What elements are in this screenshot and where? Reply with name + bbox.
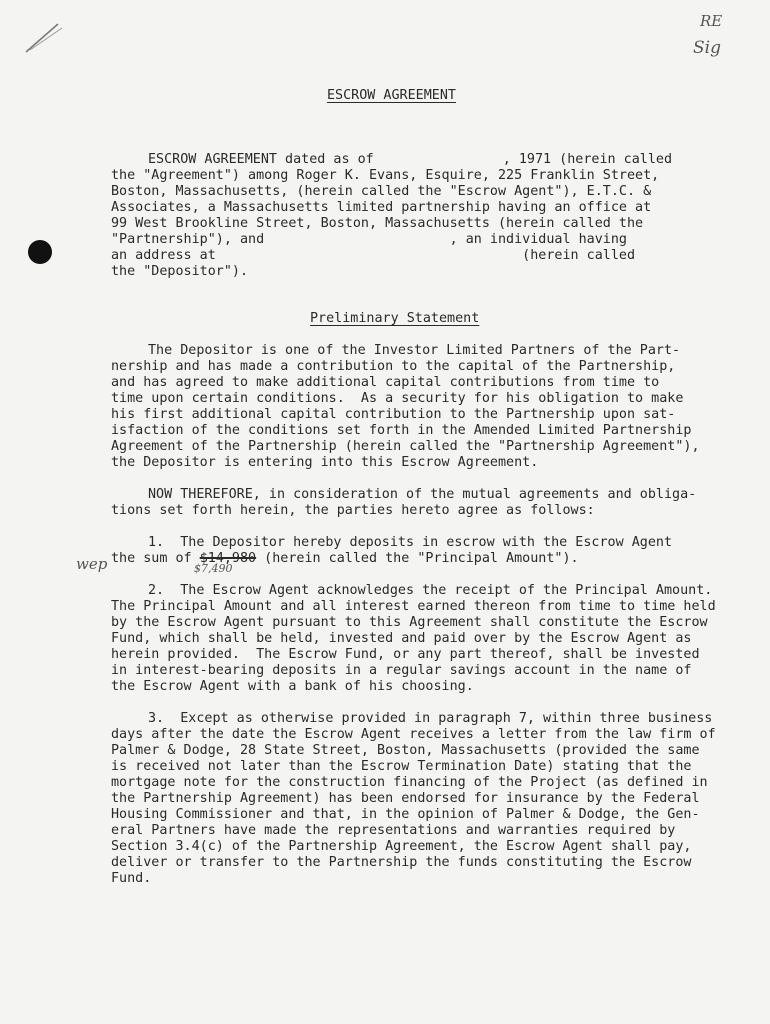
now-therefore-line: tions set forth herein, the parties hereto agree as follows: — [111, 503, 595, 518]
clause-3-line: deliver or transfer to the Partnership the funds constituting the Escrow — [111, 855, 692, 870]
clause-1-suffix: (herein called the "Principal Amount"). — [256, 551, 579, 566]
clause-3-line: Housing Commissioner and that, in the opinion of Palmer & Dodge, the Gen- — [111, 807, 700, 822]
clause-2-line: herein provided. The Escrow Fund, or any part thereof, shall be invested — [111, 647, 700, 662]
preliminary-line: Agreement of the Partnership (herein called the "Partnership Agreement"), — [111, 439, 700, 454]
preliminary-line: the Depositor is entering into this Escrow Agreement. — [111, 455, 539, 470]
clause-1-prefix: the sum of — [111, 551, 200, 566]
clause-2-line: the Escrow Agent with a bank of his choosing. — [111, 679, 474, 694]
clause-3-line: Fund. — [111, 871, 152, 886]
clause-2-line: by the Escrow Agent pursuant to this Agreement shall constitute the Escrow — [111, 615, 708, 630]
intro-line: Boston, Massachusetts, (herein called the "Escrow Agent"), E.T.C. & — [111, 184, 652, 199]
struck-amount: $14,980 — [199, 551, 257, 566]
clause-3-line: mortgage note for the construction financing of the Project (as defined in — [111, 775, 708, 790]
corner-mark — [18, 10, 78, 70]
clause-2-line: Fund, which shall be held, invested and paid over by the Escrow Agent as — [111, 631, 692, 646]
clause-1-line: 1. The Depositor hereby deposits in escrow with the Escrow Agent — [148, 535, 673, 550]
clause-2-line: The Principal Amount and all interest earned thereon from time to time held — [111, 599, 716, 614]
clause-2-line: 2. The Escrow Agent acknowledges the receipt of the Principal Amount. — [148, 583, 713, 598]
clause-3-line: the Partnership Agreement) has been endorsed for insurance by the Federal — [111, 791, 700, 806]
preliminary-line: and has agreed to make additional capital contributions from time to — [111, 375, 660, 390]
intro-line: Associates, a Massachusetts limited partnership having an office at — [111, 200, 652, 215]
document-title: ESCROW AGREEMENT — [327, 88, 456, 103]
now-therefore-line: NOW THEREFORE, in consideration of the mutual agreements and obliga- — [148, 487, 697, 502]
clause-2-line: in interest-bearing deposits in a regular savings account in the name of — [111, 663, 692, 678]
punch-hole — [28, 240, 52, 264]
handwritten-initials: wep — [76, 555, 108, 573]
clause-1-line — [111, 551, 579, 567]
preliminary-line: his first additional capital contribution to the Partnership upon sat- — [111, 407, 676, 422]
clause-3-line: 3. Except as otherwise provided in paragraph 7, within three business — [148, 711, 713, 726]
intro-line: the "Depositor"). — [111, 264, 249, 279]
preliminary-line: The Depositor is one of the Investor Limited Partners of the Part- — [148, 343, 681, 358]
preliminary-line: isfaction of the conditions set forth in the Amended Limited Partnership — [111, 423, 692, 438]
preliminary-line: nership and has made a contribution to the capital of the Partnership, — [111, 359, 676, 374]
handwritten-note-re: RE — [700, 12, 723, 30]
clause-3-line: eral Partners have made the representations and warranties required by — [111, 823, 676, 838]
intro-line: the "Agreement") among Roger K. Evans, Esquire, 225 Franklin Street, — [111, 168, 660, 183]
section-heading: Preliminary Statement — [310, 311, 480, 326]
handwritten-amount-correction: $7,490 — [194, 562, 233, 575]
clause-3-line: is received not later than the Escrow Termination Date) stating that the — [111, 759, 692, 774]
intro-line: "Partnership"), and , an individual having — [111, 232, 627, 247]
clause-3-line: days after the date the Escrow Agent receives a letter from the law firm of — [111, 727, 716, 742]
handwritten-note-sig: Sig — [693, 38, 721, 58]
clause-3-line: Section 3.4(c) of the Partnership Agreement, the Escrow Agent shall pay, — [111, 839, 692, 854]
intro-line: ESCROW AGREEMENT dated as of , 1971 (herein called — [148, 152, 673, 167]
preliminary-line: time upon certain conditions. As a security for his obligation to make — [111, 391, 684, 406]
intro-line: an address at (herein called — [111, 248, 636, 263]
intro-line: 99 West Brookline Street, Boston, Massachusetts (herein called the — [111, 216, 644, 231]
clause-3-line: Palmer & Dodge, 28 State Street, Boston, Massachusetts (provided the same — [111, 743, 700, 758]
